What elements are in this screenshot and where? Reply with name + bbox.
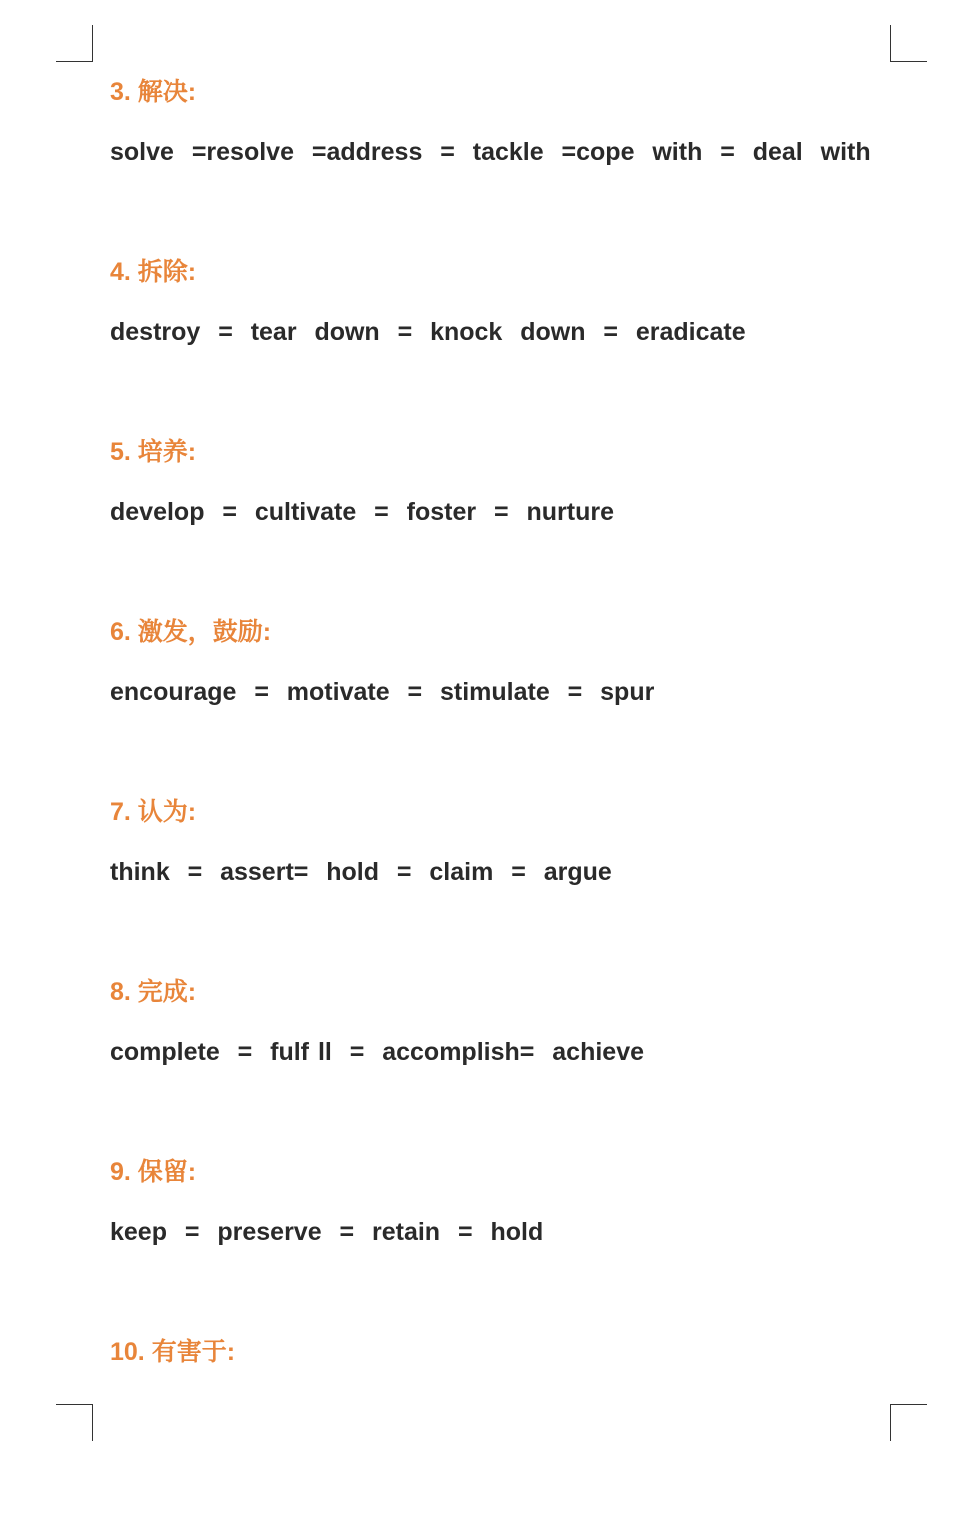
- entry-synonyms: keep = preserve = retain = hold: [110, 1218, 544, 1246]
- entry-synonyms: solve =resolve =address = tackle =cope with = deal with: [110, 138, 871, 166]
- entry-heading: 10. 有害于:: [110, 1338, 236, 1366]
- entry-heading: 6. 激发，鼓励:: [110, 618, 272, 646]
- crop-mark-top-right: [890, 25, 927, 62]
- synonym-entry: [110, 1154, 890, 1334]
- entry-synonyms: complete = fulf ll = accomplish= achieve: [110, 1038, 644, 1066]
- crop-mark-bottom-left: [56, 1404, 93, 1441]
- crop-mark-top-left: [56, 25, 93, 62]
- entry-heading: 7. 认为:: [110, 798, 197, 826]
- entry-synonyms: destroy = tear down = knock down = eradicate: [110, 318, 746, 346]
- synonym-list: [110, 74, 890, 1514]
- entry-heading: 3. 解决:: [110, 78, 197, 106]
- synonym-entry: [110, 254, 890, 434]
- entry-heading: 9. 保留:: [110, 1158, 197, 1186]
- synonym-entry: [110, 614, 890, 794]
- entry-heading: 4. 拆除:: [110, 258, 197, 286]
- entry-heading: 8. 完成:: [110, 978, 197, 1006]
- synonym-entry: [110, 74, 890, 254]
- synonym-entry: [110, 434, 890, 614]
- entry-heading: 5. 培养:: [110, 438, 197, 466]
- synonym-entry: [110, 1334, 890, 1514]
- entry-synonyms: think = assert= hold = claim = argue: [110, 858, 612, 886]
- synonym-entry: [110, 974, 890, 1154]
- synonym-entry: [110, 794, 890, 974]
- entry-synonyms: encourage = motivate = stimulate = spur: [110, 678, 655, 706]
- entry-synonyms: develop = cultivate = foster = nurture: [110, 498, 615, 526]
- crop-mark-bottom-right: [890, 1404, 927, 1441]
